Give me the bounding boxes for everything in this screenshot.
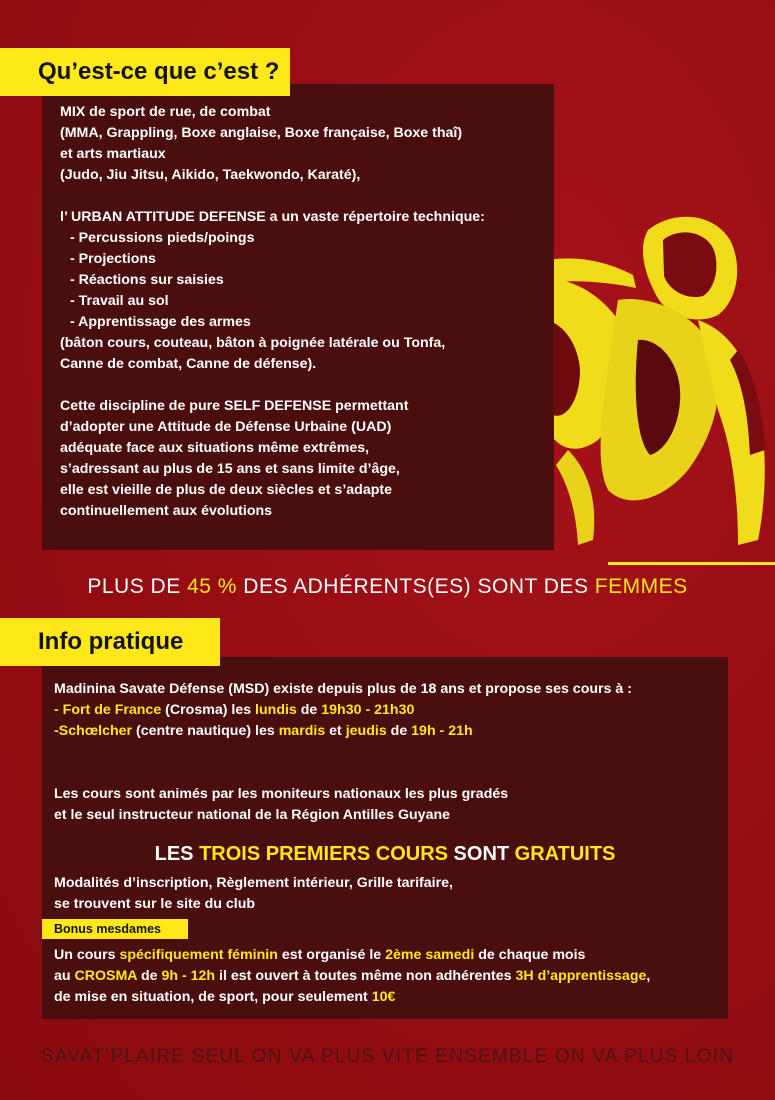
- headline-text: DES ADHÉRENTS(ES) SONT DES: [236, 575, 595, 598]
- text: de: [137, 968, 162, 984]
- highlight: TROIS PREMIERS COURS: [199, 843, 448, 865]
- bonus-line: [54, 966, 728, 987]
- technique-item: - Réactions sur saisies: [70, 272, 224, 288]
- desc-line: (MMA, Grappling, Boxe anglaise, Boxe française, Boxe thaî): [60, 125, 463, 141]
- bonus-mesdames-tag: Bonus mesdames: [42, 919, 188, 939]
- headline-percent: 45 %: [187, 575, 237, 598]
- dash: -: [54, 702, 63, 718]
- section-title-what: Qu’est-ce que c’est ?: [0, 48, 290, 96]
- day: lundis: [255, 702, 297, 718]
- what-is-it-box: [42, 84, 554, 550]
- spacer: [60, 375, 554, 396]
- desc-line: et arts martiaux: [60, 146, 166, 162]
- desc-line: MIX de sport de rue, de combat: [60, 104, 271, 120]
- moniteurs-line: Les cours sont animés par les moniteurs nationaux les plus gradés: [54, 786, 509, 802]
- spacer: [54, 763, 728, 784]
- modalites-line: Modalités d’inscription, Règlement intérieur, Grille tarifaire,: [54, 875, 453, 891]
- desc-line: d’adopter une Attitude de Défense Urbaine (UAD): [60, 419, 392, 435]
- modalites-line: se trouvent sur le site du club: [54, 896, 256, 912]
- text: et: [325, 723, 346, 739]
- desc-line: (bâton cours, couteau, bâton à poignée latérale ou Tonfa,: [60, 335, 446, 351]
- intro-line: Madinina Savate Défense (MSD) existe depuis plus de 18 ans et propose ses cours à :: [54, 681, 632, 697]
- text: de chaque mois: [474, 947, 586, 963]
- headline-text: PLUS DE: [87, 575, 188, 598]
- text: est organisé le: [277, 947, 386, 963]
- info-pratique-box: [42, 657, 728, 1019]
- text: (centre nautique) les: [132, 723, 279, 739]
- text: au: [54, 968, 75, 984]
- desc-line: Canne de combat, Canne de défense).: [60, 356, 317, 372]
- desc-line: adéquate face aux situations même extrêmes,: [60, 440, 370, 456]
- text: de: [386, 723, 412, 739]
- text: ,: [646, 968, 651, 984]
- desc-line: l’ URBAN ATTITUDE DEFENSE a un vaste répertoire technique:: [60, 209, 485, 225]
- text: de mise en situation, de sport, pour seulement: [54, 989, 372, 1005]
- text: SONT: [447, 843, 515, 865]
- place: Fort de France: [62, 702, 162, 718]
- bonus-line: [54, 945, 728, 966]
- bonus-line: [54, 987, 728, 1008]
- footer-slogan: SAVAT’PLAIRE SEUL ON VA PLUS VITE ENSEMBLE ON VA PLUS LOIN: [40, 1046, 735, 1067]
- place: -Schœlcher: [54, 723, 133, 739]
- time: 19h30 - 21h30: [321, 702, 415, 718]
- technique-item: - Apprentissage des armes: [70, 314, 251, 330]
- free-courses-headline: [42, 844, 728, 865]
- section-title-info: Info pratique: [0, 618, 220, 666]
- text: il est ouvert à toutes même non adhérentes: [215, 968, 516, 984]
- spacer: [60, 186, 554, 207]
- highlight: 9h - 12h: [161, 968, 216, 984]
- highlight: CROSMA: [74, 968, 138, 984]
- schedule-schoelcher: [54, 721, 728, 742]
- technique-item: - Percussions pieds/poings: [70, 230, 255, 246]
- day: mardis: [278, 723, 326, 739]
- yellow-stripe: [608, 562, 775, 565]
- highlight: 3H d’apprentissage: [515, 968, 647, 984]
- text: Un cours: [54, 947, 120, 963]
- desc-line: s’adressant au plus de 15 ans et sans limite d’âge,: [60, 461, 400, 477]
- day: jeudis: [345, 723, 387, 739]
- time: 19h - 21h: [411, 723, 473, 739]
- spacer: [54, 742, 728, 763]
- text: LES: [154, 843, 200, 865]
- text: de: [296, 702, 322, 718]
- technique-item: - Travail au sol: [70, 293, 169, 309]
- highlight: 10€: [371, 989, 396, 1005]
- moniteurs-line: et le seul instructeur national de la Région Antilles Guyane: [54, 807, 451, 823]
- desc-line: continuellement aux évolutions: [60, 503, 273, 519]
- text: (Crosma) les: [161, 702, 256, 718]
- desc-line: Cette discipline de pure SELF DEFENSE permettant: [60, 398, 409, 414]
- desc-line: elle est vieille de plus de deux siècles et s’adapte: [60, 482, 392, 498]
- highlight: GRATUITS: [514, 843, 616, 865]
- headline-femmes: FEMMES: [594, 575, 688, 598]
- desc-line: (Judo, Jiu Jitsu, Aikido, Taekwondo, Karaté),: [60, 167, 361, 183]
- schedule-fort-de-france: [54, 700, 728, 721]
- highlight: 2ème samedi: [385, 947, 475, 963]
- highlight: spécifiquement féminin: [119, 947, 278, 963]
- women-percentage-headline: [0, 575, 775, 599]
- technique-item: - Projections: [70, 251, 156, 267]
